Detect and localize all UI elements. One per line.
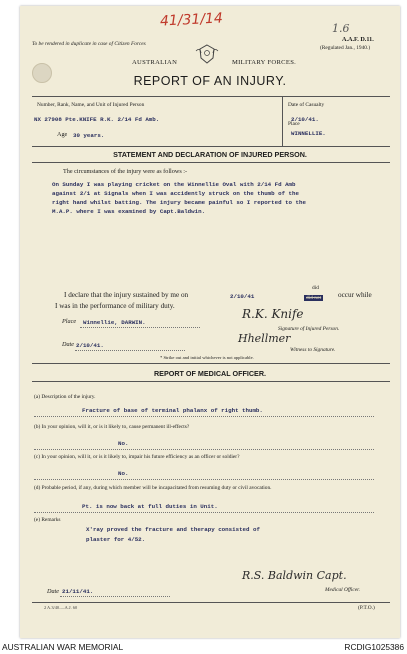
medical-date-label: Date (47, 588, 60, 595)
form-code: A.A.F. D.11. (342, 36, 374, 43)
value-casualty-date: 2/10/41. (291, 116, 319, 123)
declaration-place-label: Place (62, 318, 77, 325)
footer-record-id: RCDIG1025386 (344, 642, 404, 652)
handwritten-corner-note: 1.6 (332, 22, 350, 35)
answer-d: Pt. is now back at full duties in Unit. (82, 503, 218, 510)
injured-person-signature: R.K. Knife (242, 307, 304, 321)
label-place: Place (288, 121, 300, 127)
declaration-date-label: Date (62, 341, 75, 348)
forces-line-right: MILITARY FORCES. (232, 59, 297, 66)
handwritten-reference: 41/31/14 (159, 10, 224, 30)
medical-heading: REPORT OF MEDICAL OFFICER. (153, 369, 267, 378)
declaration-place-value: Winnellie, DARWIN. (83, 319, 146, 326)
value-place: WINNELLIE. (291, 130, 326, 137)
declaration-did: did (312, 285, 319, 291)
statement-heading: STATEMENT AND DECLARATION OF INJURED PERSON. (113, 150, 307, 159)
question-b: (b) In your opinion, will it, or is it likely to, cause permanent ill-effects? (34, 424, 190, 430)
forces-line-left: AUSTRALIAN (132, 59, 178, 66)
medical-officer-signature: R.S. Baldwin Capt. (242, 569, 347, 582)
duplicate-note: To be rendered in duplicate in case of Citizen Forces (32, 41, 146, 47)
question-d: (d) Probable period, if any, during which member will be incapacitated from resuming duty or civil avocation. (34, 485, 272, 491)
coat-of-arms-icon (194, 43, 220, 65)
answer-b: No. (118, 440, 129, 447)
answer-a: Fracture of base of terminal phalanx of right thumb. (82, 407, 263, 414)
footer-institution: AUSTRALIAN WAR MEMORIAL (2, 642, 124, 652)
answer-e-line-1: X'ray proved the fracture and therapy consisted of (86, 526, 260, 533)
please-turn-over: (P.T.O.) (358, 605, 375, 611)
question-c: (c) In your opinion, will it, or is it likely to, impair his future efficiency as an officer or soldier? (34, 454, 240, 460)
value-age: 30 years. (73, 132, 105, 139)
question-e: (e) Remarks (34, 517, 61, 523)
statement-line-2: against 2/1 at Signals when I was accidently struck on the thumb of the (52, 190, 299, 197)
witness-signature-label: Witness to Signature. (290, 347, 336, 353)
label-age: Age (57, 131, 68, 138)
declaration-date-value: 2/10/41. (76, 342, 104, 349)
label-casualty-date: Date of Casualty (288, 102, 325, 108)
value-injured-person: NX 27908 Pte.KNIFE R.K. 2/14 Fd Amb. (34, 116, 160, 123)
answer-e-line-2: plaster for 4/52. (86, 536, 146, 543)
declaration-text-1: I declare that the injury sustained by me on (64, 291, 189, 299)
declaration-text-2: I was in the performance of military duty. (55, 302, 175, 310)
statement-line-1: On Sunday I was playing cricket on the Winnellie Oval with 2/14 Fd Amb (52, 181, 296, 188)
statement-line-3: right hand whilst batting. The injury became painful so I reported to the (52, 199, 306, 206)
document-page (20, 6, 400, 638)
archive-footer (0, 640, 407, 654)
printer-note: 2 A.3/40.—A.J. 60 (44, 605, 78, 610)
statement-line-4: M.A.P. where I was examined by Capt.Baldwin. (52, 208, 206, 215)
strike-out-note: * Strike out and initial whichever is not applicable. (160, 355, 254, 360)
declaration-occur: occur while (338, 291, 372, 299)
medical-officer-label: Medical Officer. (325, 587, 361, 593)
statement-intro: The circumstances of the injury were as follows :- (63, 168, 188, 175)
question-a: (a) Description of the injury. (34, 394, 96, 400)
answer-c: No. (118, 470, 129, 477)
label-injured-person: Number, Rank, Name, and Unit of Injured Person (37, 102, 145, 108)
medical-date-value: 21/11/41. (62, 588, 94, 595)
declaration-date: 2/10/41 (230, 293, 255, 300)
regulation-note: (Regulated Jan., 1940.) (320, 45, 371, 51)
injured-signature-label: Signature of Injured Person. (278, 326, 340, 332)
witness-signature: Hhellmer (238, 332, 291, 345)
report-title: REPORT OF AN INJURY. (133, 74, 287, 88)
declaration-did-not-struck: did not (306, 295, 322, 301)
